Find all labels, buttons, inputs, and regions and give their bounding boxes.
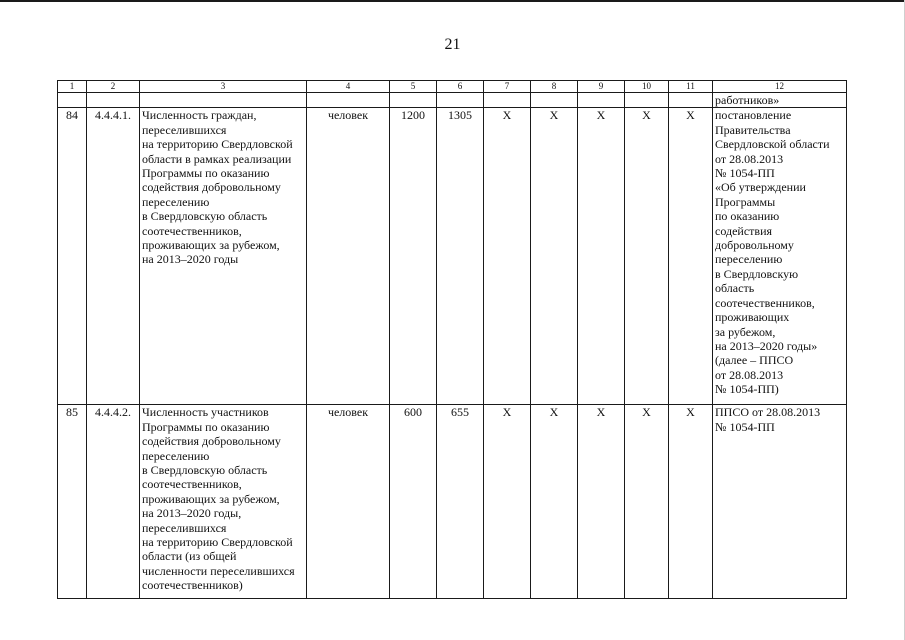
value-cell: Х (669, 405, 713, 599)
source-document: постановление Правительства Свердловской области от 28.08.2013 № 1054-ПП «Об утверждении Программы по оказанию содействия добровольному переселению в Свердловскую область соотечественников, проживающих за рубежом, на 2013–2020 годы» (далее – ППСО от 28.08.2013 № 1054-ПП) (713, 108, 847, 405)
value-cell: Х (578, 405, 625, 599)
value-cell: Х (625, 405, 669, 599)
value-cell: 600 (390, 405, 437, 599)
unit-cell: человек (307, 405, 390, 599)
value-cell: Х (531, 108, 578, 405)
value-cell: 655 (437, 405, 484, 599)
indicator-name: Численность участников Программы по оказанию содействия добровольному переселению в Свердловскую область соотечественников, проживающих за рубежом, на 2013–2020 годы, переселившихся на территорию Свердловской области (из общей численности переселившихся соотечественников) (140, 405, 307, 599)
header-cell: 3 (140, 81, 307, 93)
unit-cell: человек (307, 108, 390, 405)
header-cell: 7 (484, 81, 531, 93)
header-cell: 6 (437, 81, 484, 93)
header-cell: 11 (669, 81, 713, 93)
indicator-code: 4.4.4.2. (87, 405, 140, 599)
row-number: 85 (58, 405, 87, 599)
value-cell: Х (484, 108, 531, 405)
header-cell: 10 (625, 81, 669, 93)
header-cell: 9 (578, 81, 625, 93)
value-cell: Х (484, 405, 531, 599)
column-number-header-row (58, 81, 847, 93)
table-row (58, 108, 847, 405)
header-cell: 2 (87, 81, 140, 93)
indicator-name: Численность граждан, переселившихся на территорию Свердловской области в рамках реализации Программы по оказанию содействия добровольному переселению в Свердловскую область соотечественников, проживающих за рубежом, на 2013–2020 годы (140, 108, 307, 405)
page-number: 21 (444, 36, 461, 53)
top-border-line (0, 0, 905, 2)
value-cell: Х (669, 108, 713, 405)
indicator-code: 4.4.4.1. (87, 108, 140, 405)
header-cell: 8 (531, 81, 578, 93)
indicators-table (57, 80, 847, 599)
header-cell: 1 (58, 81, 87, 93)
header-cell: 4 (307, 81, 390, 93)
value-cell: Х (625, 108, 669, 405)
value-cell: Х (531, 405, 578, 599)
header-cell: 5 (390, 81, 437, 93)
row-number: 84 (58, 108, 87, 405)
continuation-row (58, 93, 847, 108)
value-cell: 1200 (390, 108, 437, 405)
value-cell: Х (578, 108, 625, 405)
continuation-text: работников» (713, 93, 847, 108)
value-cell: 1305 (437, 108, 484, 405)
source-document: ППСО от 28.08.2013 № 1054-ПП (713, 405, 847, 599)
table-row (58, 405, 847, 599)
header-cell: 12 (713, 81, 847, 93)
